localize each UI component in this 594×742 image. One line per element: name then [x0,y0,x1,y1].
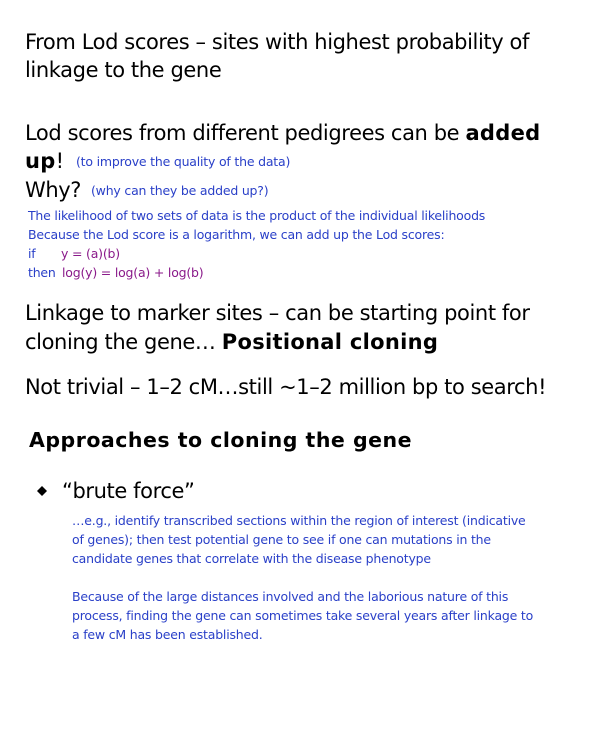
linkage-line-1: Linkage to marker sites – can be starting point for [25,301,530,325]
brute-force-label: “brute force” [62,479,195,503]
note-why: (why can they be added up?) [91,183,269,198]
lod-line-2 [25,149,64,173]
positional-cloning-bold: Positional cloning [221,330,439,354]
note-improve-quality: (to improve the quality of the data) [76,154,291,169]
if-equation: y = (a)(b) [61,246,120,261]
linkage-line-2-text: cloning the gene… [25,330,222,354]
lod-line-1 [25,121,540,145]
lod-exclaim: ! [55,149,64,173]
brute-note-2-line-3: a few cM has been established. [72,627,263,642]
brute-note-1-line-3: candidate genes that correlate with the disease phenotype [72,551,431,566]
linkage-line-2 [25,330,438,354]
explain-line-1: The likelihood of two sets of data is the product of the individual likelihoods [28,208,486,223]
explain-line-2: Because the Lod score is a logarithm, we can add up the Lod scores: [28,227,445,242]
then-equation: log(y) = log(a) + log(b) [62,265,204,280]
lod-up-bold: up [25,149,56,173]
not-trivial-line: Not trivial – 1–2 cM…still ~1–2 million bp to search! [25,375,547,399]
lod-line-1-text: Lod scores from different pedigrees can be [25,121,466,145]
lod-added-bold: added [465,121,541,145]
then-label: then [28,265,56,280]
intro-line-1: From Lod scores – sites with highest probability of [25,30,529,54]
why-question: Why? [25,178,82,202]
approaches-heading: Approaches to cloning the gene [29,428,413,452]
intro-line-2: linkage to the gene [25,58,222,82]
diamond-bullet-icon [37,486,47,496]
brute-note-2-line-2: process, finding the gene can sometimes take several years after linkage to [72,608,534,623]
brute-note-1-line-1: …e.g., identify transcribed sections within the region of interest (indicative [72,513,526,528]
brute-note-1-line-2: of genes); then test potential gene to see if one can mutations in the [72,532,491,547]
if-label: if [28,246,36,261]
brute-note-2-line-1: Because of the large distances involved and the laborious nature of this [72,589,509,604]
